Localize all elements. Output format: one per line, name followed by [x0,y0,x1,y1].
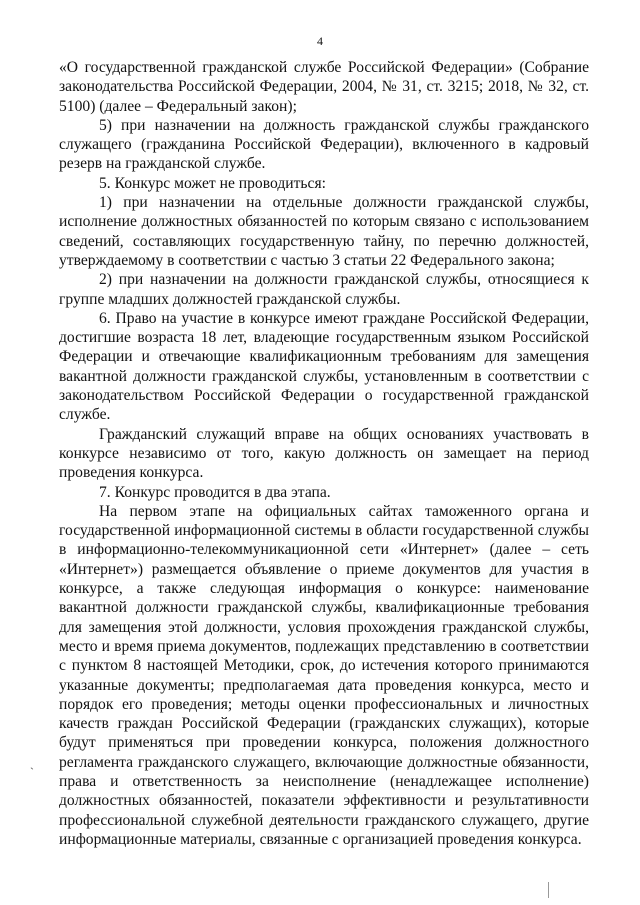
paragraph-section-5-item-1: 1) при назначении на отдельные должности гражданской службы, исполнение должностных обязанностей по которым связано с использованием сведений, составляющих государственную тайну, по перечню должностей, утверждаемому в соответствии с частью 3 статьи 22 Федерального закона; [59,194,589,269]
paragraph-section-7: 7. Конкурс проводится в два этапа. [99,483,331,501]
page-number: 4 [317,34,323,48]
margin-tick-mark: ˏ [30,756,34,770]
scan-speck [548,882,549,898]
paragraph-item-5: 5) при назначении на должность гражданской службы гражданского служащего (гражданина Российской Федерации), включенного в кадровый резерв на гражданской службе. [59,116,589,173]
paragraph-section-5: 5. Конкурс может не проводиться: [99,174,326,192]
document-body [59,58,589,849]
paragraph-section-6: 6. Право на участие в конкурсе имеют граждане Российской Федерации, достигшие возраста 18 лет, владеющие государственным языком Российской Федерации и отвечающие квалификационным требованиям для замещения вакантной должности гражданской службы, установленным в соответствии с законодательством Российской Федерации о государственной гражданской службе. [59,309,589,424]
paragraph-section-6-servant: Гражданский служащий вправе на общих основаниях участвовать в конкурсе независимо от того, какую должность он замещает на период проведения конкурса. [59,425,589,482]
paragraph-law-reference: «О государственной гражданской службе Российской Федерации» (Собрание законодательства Российской Федерации, 2004, № 31, ст. 3215; 2018, № 32, ст. 5100) (далее – Федеральный закон); [59,59,589,115]
paragraph-section-5-item-2: 2) при назначении на должности гражданской службы, относящиеся к группе младших должностей гражданской службы. [59,271,589,308]
paragraph-section-7-stage-1: На первом этапе на официальных сайтах таможенного органа и государственной информационной системы в области государственной службы в информационно-телекоммуникационной сети «Интернет» (далее – сеть «Интернет») размещается объявление о приеме документов для участия в конкурсе, а также следующая информация о конкурсе: наименование вакантной должности гражданской службы, квалификационные требования для замещения этой должности, условия прохождения гражданской службы, место и время приема документов, подлежащих представлению в соответствии с пунктом 8 настоящей Методики, срок, до истечения которого принимаются указанные документы; предполагаемая дата проведения конкурса, место и порядок его проведения; методы оценки профессиональных и личностных качеств граждан Российской Федерации (гражданских служащих), которые будут применяться при проведении конкурса, положения должностного регламента гражданского служащего, включающие должностные обязанности, права и ответственность за неисполнение (ненадлежащее исполнение) должностных обязанностей, показатели эффективности и результативности профессиональной служебной деятельности гражданского служащего, другие информационные материалы, связанные с организацией проведения конкурса. [59,502,589,848]
